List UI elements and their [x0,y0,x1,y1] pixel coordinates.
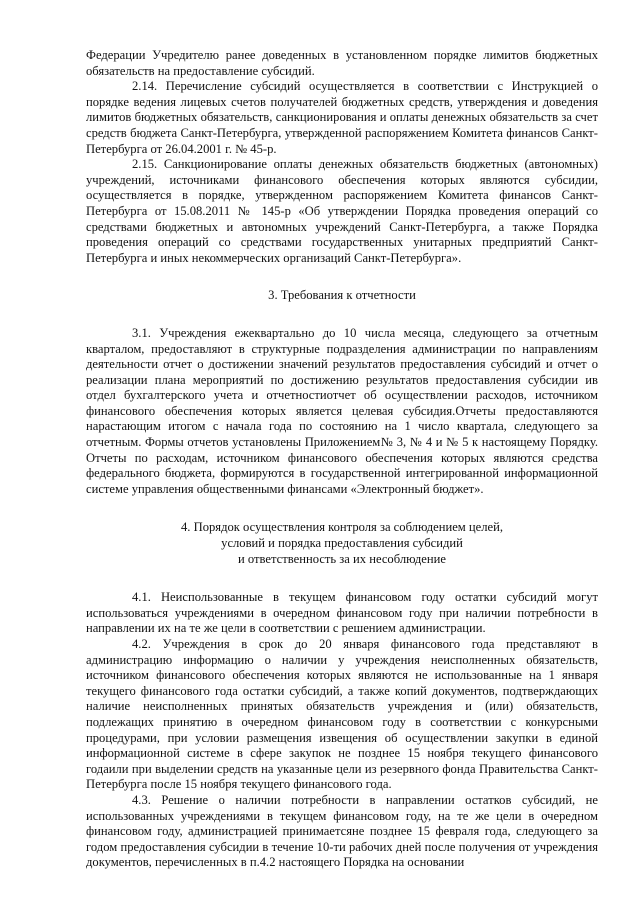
paragraph-continuation: Федерации Учредителю ранее доведенных в установленном порядке лимитов бюджетных обязательств на предоставление субсидий. [86,48,598,78]
paragraph-3-1: 3.1. Учреждения ежеквартально до 10 числа месяца, следующего за отчетным кварталом, предоставляют в структурные подразделения администрации по направлениям деятельности отчет о достижении значений результатов предоставления субсидий и отчет о реализации плана мероприятий по достижению результатов предоставления субсидии ив отдел бухгалтерского учета и отчетностиотчет об осуществлении расходов, источником финансового обеспечения которых является целевая субсидия.Отчеты предоставляются нарастающим итогом с начала года по состоянию на 1 число квартала, следующего за отчетным. Формы отчетов установлены Приложением№ 3, № 4 и № 5 к настоящему Порядку. Отчеты по расходам, источником финансового обеспечения которых являются средства федерального бюджета, формируются в государственной интегрированной информационной системе управления общественными финансами «Электронный бюджет». [86,325,598,496]
document-body [86,48,598,871]
paragraph-4-2: 4.2. Учреждения в срок до 20 января финансового года представляют в администрацию информацию о наличии у учреждения неисполненных обязательств, источником финансового обеспечения которых являются не использованные на 1 января текущего финансового года остатки субсидий, а также копий документов, подтверждающих наличие неисполненных принятых обязательств учреждения и (или) обязательств, подлежащих принятию в очередном финансовом году в соответствии с конкурсными процедурами, при условии размещения извещения об осуществлении закупки в единой информационной системе в сфере закупок не позднее 15 ноября текущего финансового годаили при выделении средств на указанные цели из резервного фонда Правительства Санкт-Петербурга после 15 ноября текущего финансового года. [86,637,598,792]
paragraph-2-15: 2.15. Санкционирование оплаты денежных обязательств бюджетных (автономных) учреждений, источниками финансового обеспечения которых являются субсидии, осуществляется в порядке, утвержденном распоряжением Комитета финансов Санкт-Петербурга от 15.08.2011 № 145-р «Об утверждении Порядка проведения операций со средствами бюджетных и автономных учреждений Санкт-Петербурга, а также Порядка проведения операций со средствами государственных унитарных предприятий Санкт-Петербурга и иных некоммерческих организаций Санкт-Петербурга». [86,157,598,265]
section-3-heading: 3. Требования к отчетности [268,288,416,303]
section-4-heading [86,520,598,567]
paragraph-4-3: 4.3. Решение о наличии потребности в направлении остатков субсидий, не использованных учреждениями в текущем финансовом году, на те же цели в очередном финансовом году, администрацией принимаетсяне позднее 15 февраля года, следующего за годом предоставления субсидии в течение 10-ти рабочих дней после получения от учреждения документов, перечисленных в п.4.2 настоящего Порядка на основании [86,792,598,870]
section-4-heading-line1: 4. Порядок осуществления контроля за соблюдением целей, [181,520,503,535]
paragraph-4-1: 4.1. Неиспользованные в текущем финансовом году остатки субсидий могут использоваться учреждениями в очередном финансовом году при наличии потребности в направлении их на те же цели в соответствии с решением администрации. [86,590,598,636]
section-4-heading-line2: условий и порядка предоставления субсидий [221,536,463,551]
section-4-heading-line3: и ответственность за их несоблюдение [238,551,446,566]
paragraph-2-14: 2.14. Перечисление субсидий осуществляется в соответствии с Инструкцией о порядке ведения лицевых счетов получателей бюджетных средств, утверждения и доведения лимитов бюджетных обязательств, санкционирования и оплаты денежных обязательств за счет средств бюджета Санкт-Петербурга, утвержденной распоряжением Комитета финансов Санкт-Петербурга от 26.04.2001 г. № 45-р. [86,79,598,156]
